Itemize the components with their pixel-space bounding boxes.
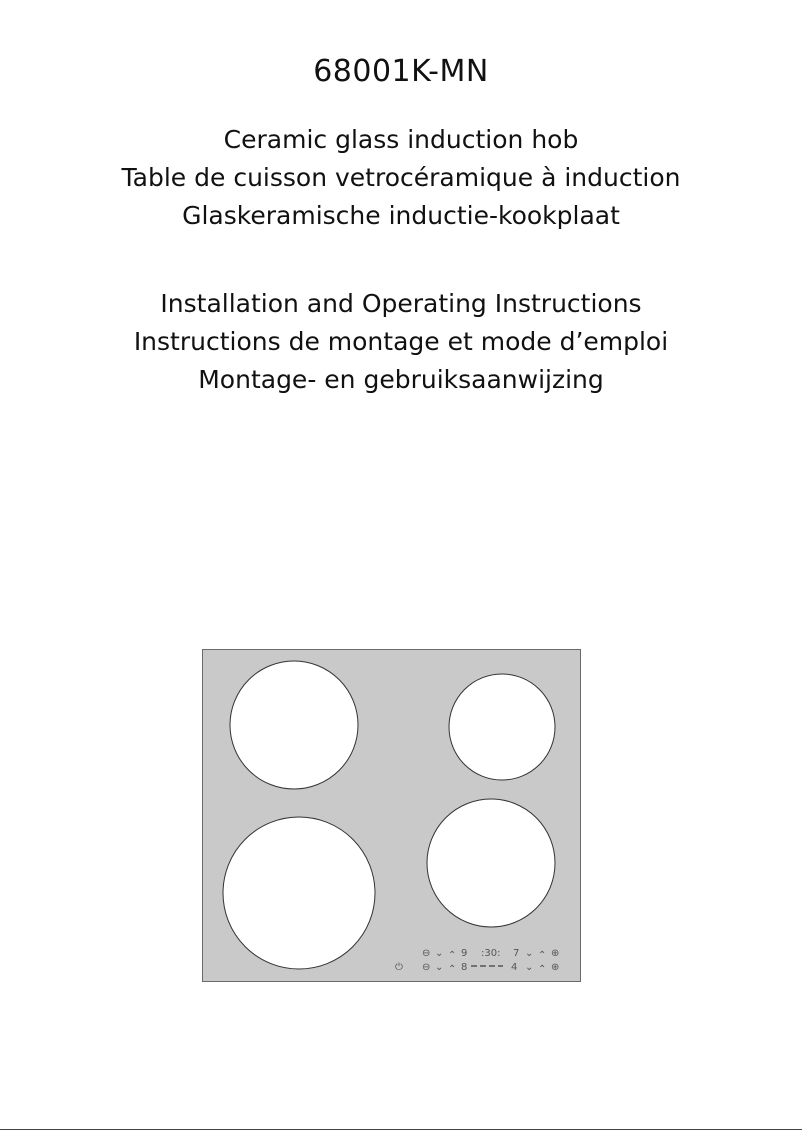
product-line-nl: Glaskeramische inductie-kookplaat bbox=[182, 201, 620, 230]
chevron-down-icon: ⌄ bbox=[525, 962, 534, 973]
chevron-down-icon: ⌄ bbox=[435, 962, 444, 973]
minus-icon: ⊖ bbox=[422, 962, 431, 973]
manual-title bbox=[0, 285, 802, 399]
power-level-display: 4 bbox=[511, 962, 518, 973]
power-icon: ⏻ bbox=[395, 962, 403, 973]
hob-illustration bbox=[202, 649, 581, 982]
chevron-down-icon: ⌄ bbox=[435, 948, 444, 959]
page-bottom-rule bbox=[0, 1129, 802, 1130]
cooking-zone-front-right bbox=[427, 799, 555, 927]
plus-icon: ⊕ bbox=[551, 962, 560, 973]
chevron-down-icon: ⌄ bbox=[525, 948, 534, 959]
manual-line-en: Installation and Operating Instructions bbox=[160, 289, 642, 318]
plus-icon: ⊕ bbox=[551, 948, 560, 959]
power-level-display: 7 bbox=[513, 948, 520, 959]
manual-line-fr: Instructions de montage et mode d’emploi bbox=[133, 327, 669, 356]
chevron-up-icon: ⌃ bbox=[448, 950, 457, 961]
cooking-zone-rear-right bbox=[449, 674, 555, 780]
product-description bbox=[0, 121, 802, 235]
product-line-fr: Table de cuisson vetrocéramique à induction bbox=[121, 163, 681, 192]
timer-display: :30: bbox=[481, 948, 501, 959]
cooking-zone-front-left bbox=[223, 817, 375, 969]
control-panel bbox=[395, 948, 559, 975]
model-number: 68001K-MN bbox=[313, 54, 489, 89]
minus-icon: ⊖ bbox=[422, 948, 431, 959]
power-level-display: 8 bbox=[461, 962, 468, 973]
chevron-up-icon: ⌃ bbox=[538, 964, 547, 975]
product-line-en: Ceramic glass induction hob bbox=[223, 125, 579, 154]
power-level-display: 9 bbox=[461, 948, 468, 959]
chevron-up-icon: ⌃ bbox=[538, 950, 547, 961]
cooking-zone-rear-left bbox=[230, 661, 358, 789]
chevron-up-icon: ⌃ bbox=[448, 964, 457, 975]
manual-line-nl: Montage- en gebruiksaanwijzing bbox=[198, 365, 604, 394]
